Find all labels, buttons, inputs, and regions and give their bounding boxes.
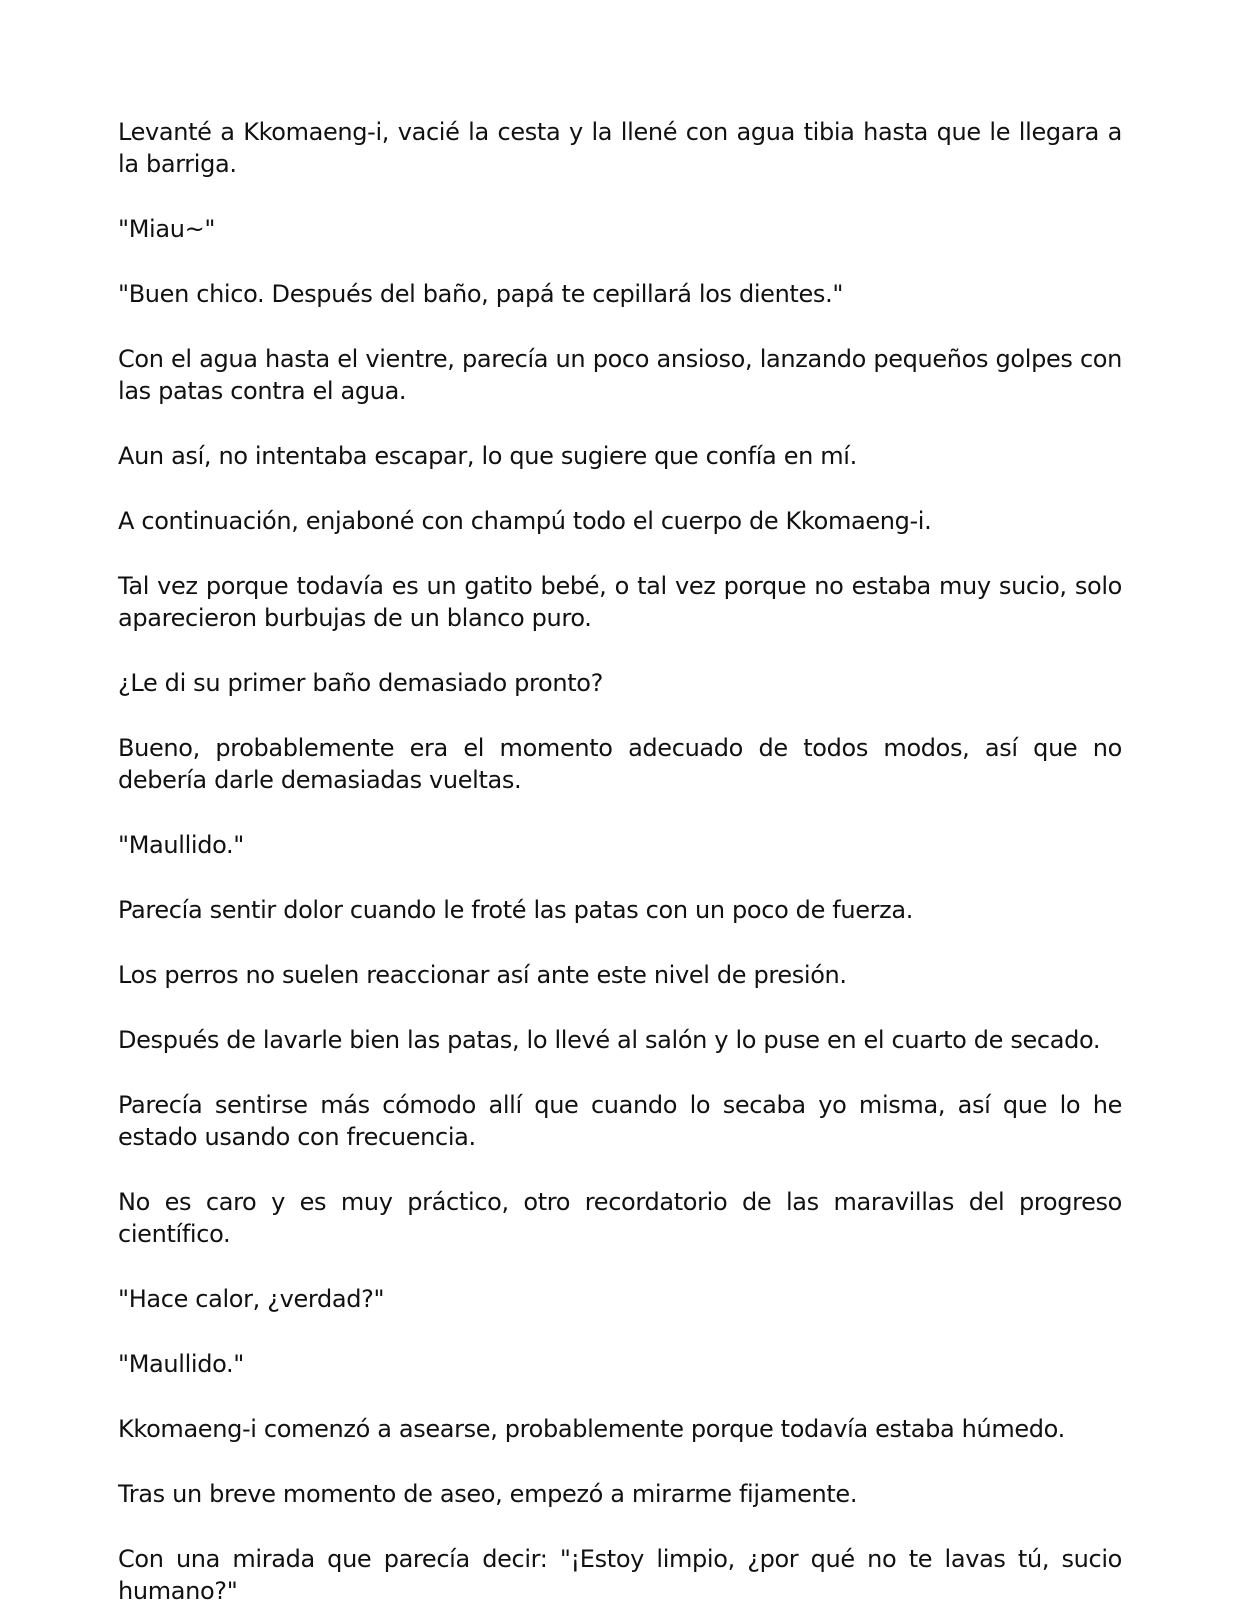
paragraph: Aun así, no intentaba escapar, lo que sugiere que confía en mí. (118, 442, 857, 470)
paragraph: Los perros no suelen reaccionar así ante este nivel de presión. (118, 961, 847, 989)
paragraph: Parecía sentir dolor cuando le froté las patas con un poco de fuerza. (118, 896, 914, 924)
paragraph: Kkomaeng-i comenzó a asearse, probablemente porque todavía estaba húmedo. (118, 1415, 1065, 1443)
paragraph: Levanté a Kkomaeng-i, vacié la cesta y la llené con agua tibia hasta que le llegara a la barriga. (118, 118, 1122, 178)
paragraph: "Maullido." (118, 831, 244, 859)
paragraph: No es caro y es muy práctico, otro recordatorio de las maravillas del progreso científico. (118, 1188, 1122, 1248)
paragraph: Bueno, probablemente era el momento adecuado de todos modos, así que no debería darle demasiadas vueltas. (118, 734, 1122, 794)
paragraph: Parecía sentirse más cómodo allí que cuando lo secaba yo misma, así que lo he estado usando con frecuencia. (118, 1091, 1122, 1151)
paragraph: Después de lavarle bien las patas, lo llevé al salón y lo puse en el cuarto de secado. (118, 1026, 1101, 1054)
paragraph: Tras un breve momento de aseo, empezó a mirarme fijamente. (118, 1480, 858, 1508)
paragraph: Con el agua hasta el vientre, parecía un poco ansioso, lanzando pequeños golpes con las patas contra el agua. (118, 345, 1122, 405)
paragraph: "Maullido." (118, 1350, 244, 1378)
paragraph: "Hace calor, ¿verdad?" (118, 1285, 385, 1313)
body-text (118, 116, 1122, 1620)
paragraph: A continuación, enjaboné con champú todo el cuerpo de Kkomaeng-i. (118, 507, 932, 535)
paragraph: "Buen chico. Después del baño, papá te cepillará los dientes." (118, 280, 844, 308)
paragraph: Con una mirada que parecía decir: "¡Estoy limpio, ¿por qué no te lavas tú, sucio humano?" (118, 1545, 1122, 1605)
paragraph: Tal vez porque todavía es un gatito bebé, o tal vez porque no estaba muy sucio, solo aparecieron burbujas de un blanco puro. (118, 572, 1122, 632)
paragraph: "Miau~" (118, 215, 216, 243)
paragraph: ¿Le di su primer baño demasiado pronto? (118, 669, 603, 697)
